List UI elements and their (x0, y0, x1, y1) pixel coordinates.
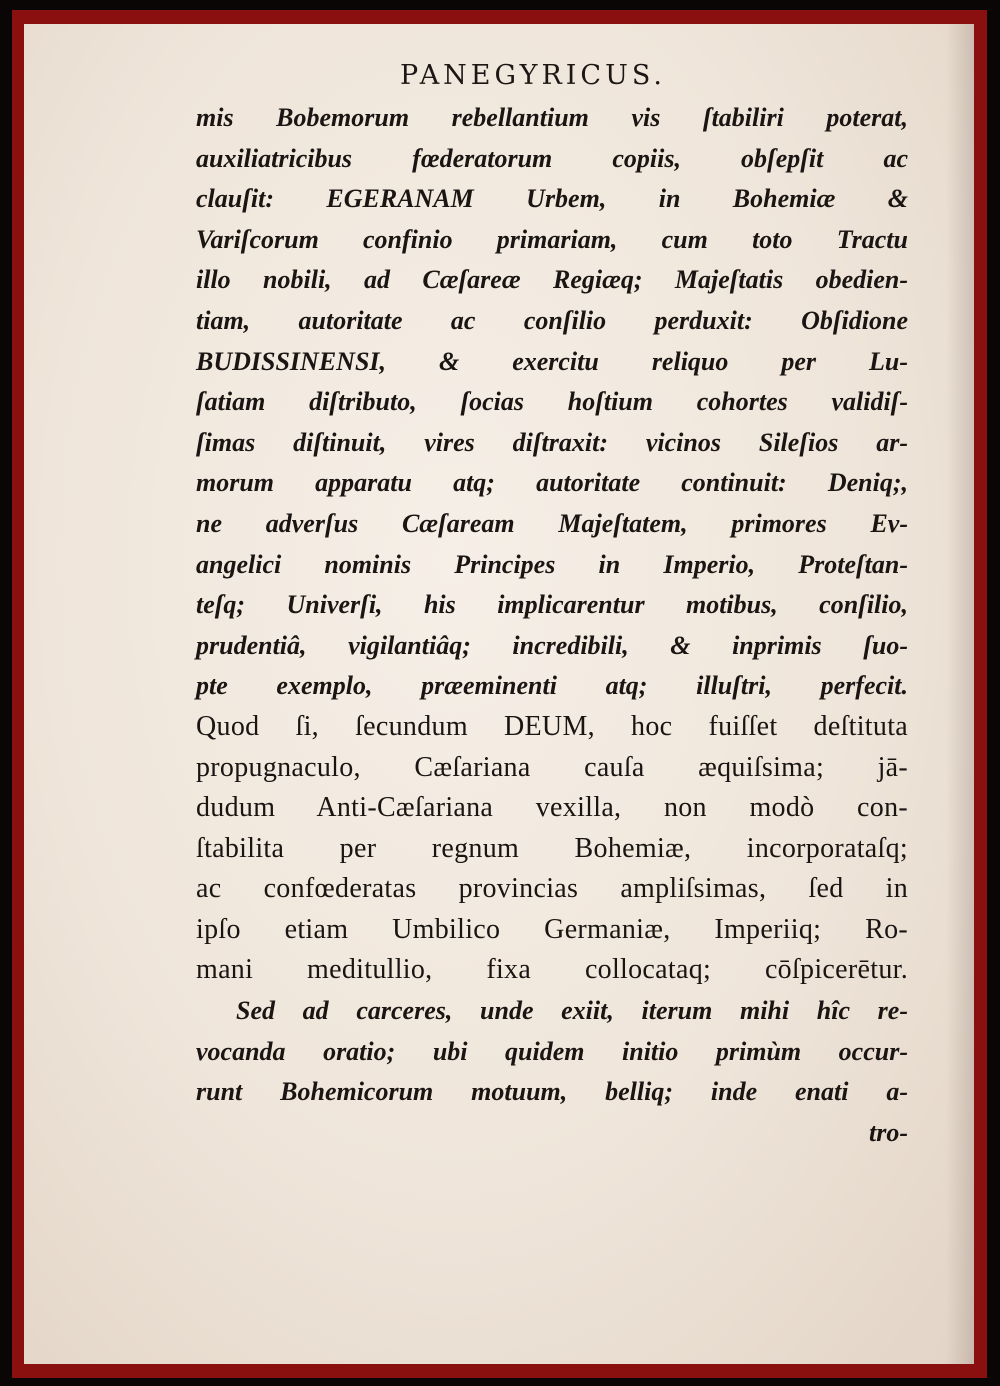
text-line (196, 869, 908, 910)
text-line-content: tro- (869, 1117, 908, 1147)
text-line (196, 991, 908, 1032)
text-line (196, 545, 908, 586)
text-line (196, 950, 908, 991)
text-line (196, 220, 908, 261)
text-line-content: ſimas diſtinuit, vires diſtraxit: vicinos Sileſios ar- (196, 427, 908, 457)
text-line (196, 504, 908, 545)
text-line (196, 707, 908, 748)
text-line (196, 748, 908, 789)
text-line-content: runt Bohemicorum motuum, belliq; inde enati a- (196, 1077, 908, 1107)
text-line (196, 910, 908, 951)
text-line-content: propugnaculo, Cæſariana cauſa æquiſsima; jā- (196, 751, 908, 783)
text-line-content: ne adverſus Cæſaream Majeſtatem, primores Ev- (196, 508, 908, 538)
text-block (196, 98, 908, 1153)
text-line (196, 585, 908, 626)
text-line-content: pte exemplo, præeminenti atq; illuſtri, perfecit. (196, 671, 908, 701)
text-line (196, 342, 908, 383)
text-line (196, 463, 908, 504)
text-line-content: tiam, autoritate ac conſilio perduxit: Obſidione (196, 305, 908, 335)
text-line (196, 626, 908, 667)
text-line-content: illo nobili, ad Cæſareæ Regiæq; Majeſtatis obedien- (196, 265, 908, 295)
running-head: PANEGYRICUS. (400, 60, 666, 91)
text-line-content: auxiliatricibus fœderatorum copiis, obſepſit ac (196, 143, 908, 173)
text-line-content: Variſcorum confinio primariam, cum toto Tractu (196, 224, 908, 254)
text-line (196, 179, 908, 220)
text-line-content: mani meditullio, fixa collocataq; cōſpicerētur. (196, 954, 908, 986)
text-line-content: prudentiâ, vigilantiâq; incredibili, & inprimis ſuo- (196, 630, 908, 660)
text-line-content: mis Bobemorum rebellantium vis ſtabiliri poterat, (196, 103, 908, 132)
text-line-content: ac confœderatas provincias ampliſsimas, ſed in (196, 873, 908, 905)
text-line-content: Quod ſi, ſecundum DEUM, hoc fuiſſet deſtituta (196, 710, 908, 742)
text-line (196, 829, 908, 870)
text-line-content: ipſo etiam Umbilico Germaniæ, Imperiiq; Ro- (196, 913, 908, 945)
text-line (196, 260, 908, 301)
text-line-content: ſatiam diſtributo, ſocias hoſtium cohortes validiſ- (196, 387, 908, 417)
text-line-content: Sed ad carceres, unde exiit, iterum mihi hîc re- (236, 996, 908, 1026)
text-line (196, 788, 908, 829)
text-line (196, 301, 908, 342)
page-edge-shadow (946, 24, 974, 1364)
text-line (196, 98, 908, 139)
text-line-content: angelici nominis Principes in Imperio, Proteſtan- (196, 549, 908, 579)
text-line (196, 139, 908, 180)
text-line-content: ſtabilita per regnum Bohemiæ, incorporataſq; (196, 832, 908, 864)
text-line (196, 1072, 908, 1113)
catchword (196, 1113, 908, 1154)
text-line-content: vocanda oratio; ubi quidem initio primùm occur- (196, 1036, 908, 1066)
text-line (196, 666, 908, 707)
text-line (196, 382, 908, 423)
text-line-content: morum apparatu atq; autoritate continuit: Deniq;, (196, 468, 908, 498)
text-line-content: dudum Anti-Cæſariana vexilla, non modò con- (196, 792, 908, 824)
text-line (196, 1032, 908, 1073)
text-line-content: teſq; Univerſi, his implicarentur motibus, conſilio, (196, 590, 908, 620)
text-line (196, 423, 908, 464)
text-line-content: BUDISSINENSI, & exercitu reliquo per Lu- (196, 346, 908, 376)
text-line-content: clauſit: EGERANAM Urbem, in Bohemiæ & (196, 184, 908, 214)
